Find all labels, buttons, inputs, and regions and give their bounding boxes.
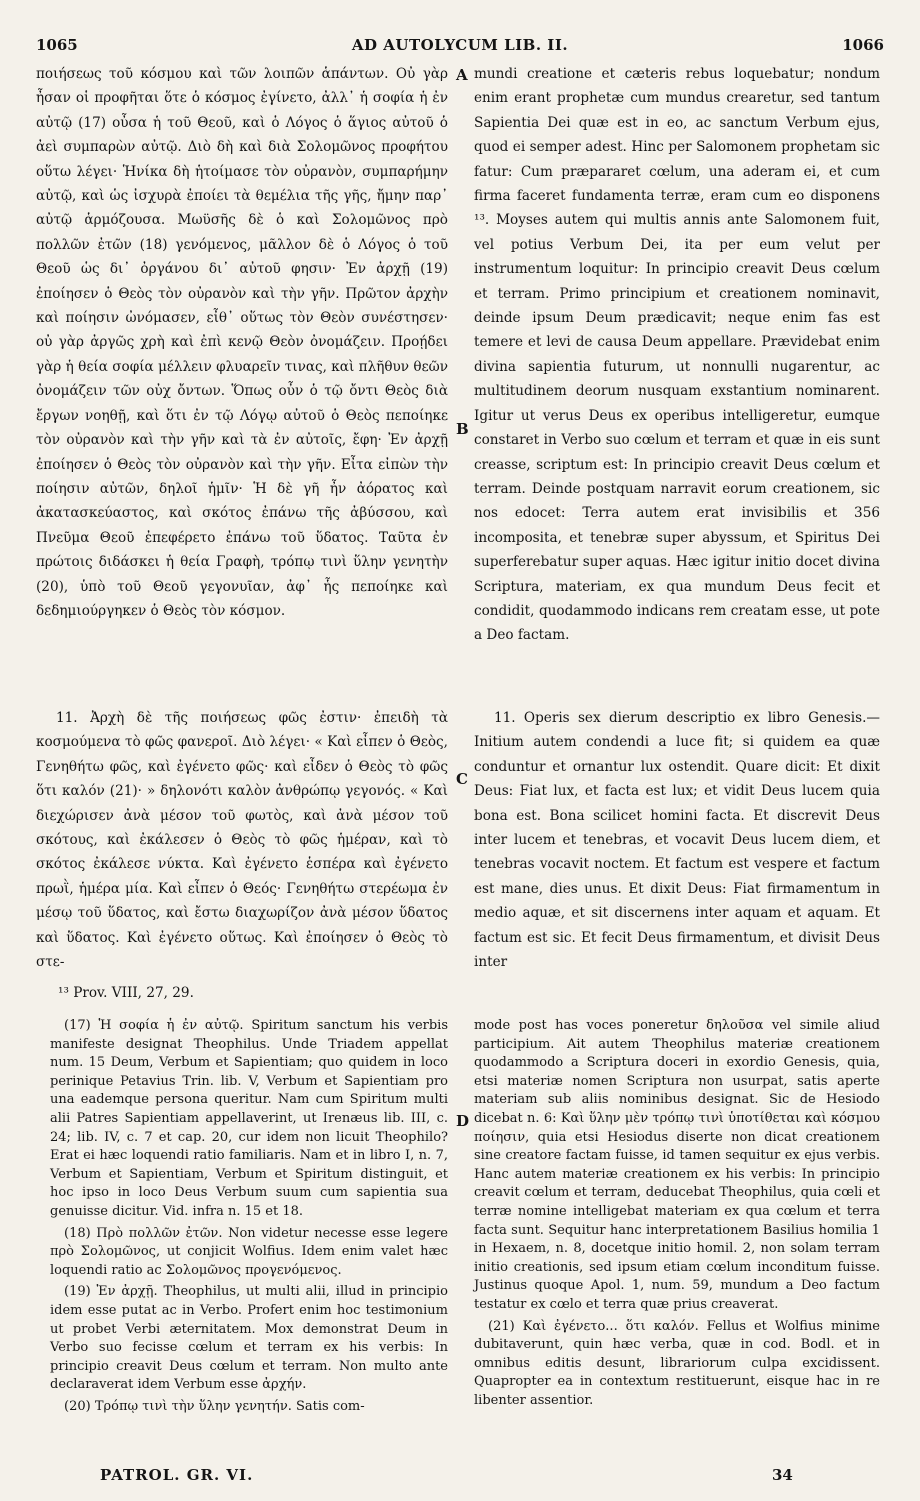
page-number-left: 1065 (36, 36, 78, 54)
latin-text-column-2 (474, 706, 880, 974)
latin-text-column-1 (474, 62, 880, 648)
greek-paragraph: ποιήσεως τοῦ κόσμου καὶ τῶν λοιπῶν ἁπάντων. Οὐ γὰρ ἦσαν οἱ προφῆται ὅτε ὁ κόσμος ἐγίνετο, ἀλλ᾽ ἡ σοφία ἡ ἐν αὐτῷ (17) οὖσα ἡ τοῦ Θεοῦ, καὶ ὁ Λόγος ὁ ἅγιος αὐτοῦ ὁ ἀεὶ συμπαρὼν αὐτῷ. Διὸ δὴ καὶ διὰ Σολομῶνος προφήτου οὕτω λέγει· Ἡνίκα δὴ ἡτοίμασε τὸν οὐρανὸν, συμπαρήμην αὐτῷ, καὶ ὡς ἰσχυρὰ ἐποίει τὰ θεμέλια τῆς γῆς, ἤμην παρ᾽ αὐτῷ ἁρμόζουσα. Μωϋσῆς δὲ ὁ καὶ Σολομῶνος πρὸ πολλῶν ἐτῶν (18) γενόμενος, μᾶλλον δὲ ὁ Λόγος ὁ τοῦ Θεοῦ ὡς δι᾽ ὀργάνου δι᾽ αὐτοῦ φησιν· Ἐν ἀρχῇ (19) ἐποίησεν ὁ Θεὸς τὸν οὐρανὸν καὶ τὴν γῆν. Πρῶτον ἀρχὴν καὶ ποίησιν ὠνόμασεν, εἶθ᾽ οὕτως τὸν Θεὸν συνέστησεν· οὐ γὰρ ἀργῶς χρὴ καὶ ἐπὶ κενῷ Θεὸν ὀνομάζειν. Προῄδει γὰρ ἡ θεία σοφία μέλλειν φλυαρεῖν τινας, καὶ πλῆθυν θεῶν ὀνομάζειν τῶν οὐχ ὄντων. Ὅπως οὖν ὁ τῷ ὄντι Θεὸς διὰ ἔργων νοηθῇ, καὶ ὅτι ἐν τῷ Λόγῳ αὐτοῦ ὁ Θεὸς πεποίηκε τὸν οὐρανὸν καὶ τὴν γῆν καὶ τὰ ἐν αὐτοῖς, ἔφη· Ἐν ἀρχῇ ἐποίησεν ὁ Θεὸς τὸν οὐρανὸν καὶ τὴν γῆν. Εἶτα εἰπὼν τὴν ποίησιν αὐτῶν, δηλοῖ ἡμῖν· Ἡ δὲ γῆ ἦν ἀόρατος καὶ ἀκατασκεύαστος, καὶ σκότος ἐπάνω τῆς ἀβύσσου, καὶ Πνεῦμα Θεοῦ ἐπεφέρετο ἐπάνω τοῦ ὕδατος. Ταῦτα ἐν πρώτοις διδάσκει ἡ θεία Γραφὴ, τρόπῳ τινὶ ὕλην γενητὴν (20), ὑπὸ τοῦ Θεοῦ γεγονυῖαν, ἀφ᾽ ἧς πεποίηκε καὶ δεδημιούργηκεν ὁ Θεὸς τὸν κόσμον. (36, 66, 448, 619)
footnote: (17) Ἡ σοφία ἡ ἐν αὐτῷ. Spiritum sanctum his verbis manifeste designat Theophilus. Unde Triadem appellat num. 15 Deum, Verbum et Sapientiam; quo quidem in loco perinique Petavius Trin. lib. V, Verbum et Sapientiam pro una eademque persona queritur. Nam cum Spiritum multi alii Patres Sapientiam appellaverint, ut Irenæus lib. III, c. 24; lib. IV, c. 7 et cap. 20, cur idem non licuit Theophilo? Erat ei hæc loquendi ratio familiaris. Nam et in libro I, n. 7, Verbum et Sapientiam, Verbum et Spiritum distinguit, et hoc ipso in loco Deus Verbum suum cum sapientia sua genuisse dicitur. Vid. infra n. 15 et 18. (50, 1018, 448, 1219)
latin-paragraph: 11. Operis sex dierum descriptio ex libro Genesis.— Initium autem condendi a luce fit; si quidem ea quæ conduntur et ornantur lux ostendit. Quare dicit: Et dixit Deus: Fiat lux, et facta est lux; et vidit Deus lucem quia bona est. Bona scilicet homini facta. Et discrevit Deus inter lucem et tenebras, et vocavit Deus lucem diem, et tenebras vocavit noctem. Et factum est vespere et factum est mane, dies unus. Et dixit Deus: Fiat firmamentum in medio aquæ, et sit discernens inter aquam et aquam. Et factum est sic. Et fecit Deus firmamentum, et divisit Deus inter (474, 710, 880, 971)
greek-paragraph: 11. Ἀρχὴ δὲ τῆς ποιήσεως φῶς ἐστιν· ἐπειδὴ τὰ κοσμούμενα τὸ φῶς φανεροῖ. Διὸ λέγει· « Καὶ εἶπεν ὁ Θεὸς, Γενηθήτω φῶς, καὶ ἐγένετο φῶς· καὶ εἶδεν ὁ Θεὸς τὸ φῶς ὅτι καλόν (21)· » δηλονότι καλὸν ἀνθρώπῳ γεγονός. « Καὶ διεχώρισεν ἀνὰ μέσον τοῦ φωτὸς, καὶ ἀνὰ μέσον τοῦ σκότους, καὶ ἐκάλεσεν ὁ Θεὸς τὸ φῶς ἡμέραν, καὶ τὸ σκότος ἐκάλεσε νύκτα. Καὶ ἐγένετο ἑσπέρα καὶ ἐγένετο πρωῒ, ἡμέρα μία. Καὶ εἶπεν ὁ Θεός· Γενηθήτω στερέωμα ἐν μέσῳ τοῦ ὕδατος, καὶ ἔστω διαχωρίζον ἀνὰ μέσον ὕδατος καὶ ὕδατος. Καὶ ἐγένετο οὕτως. Καὶ ἐποίησεν ὁ Θεὸς τὸ στε- (36, 710, 448, 971)
footnote: mode post has voces poneretur δηλοῦσα vel simile aliud participium. Ait autem Theophilus materiæ creationem quodammodo a Scriptura doceri in exordio Genesis, quia, etsi materiæ nomen Scriptura non usurpat, satis aperte materiam sub aliis nominibus designat. Sic de Hesiodo dicebat n. 6: Καὶ ὕλην μὲν τρόπῳ τινὶ ὑποτίθεται καὶ κόσμου ποίησιν, quia etsi Hesiodus diserte non dicat creationem sine creatore factam fuisse, id tamen sequitur ex ejus verbis. Hanc autem materiæ creationem ex his verbis: In principio creavit cœlum et terram, deducebat Theophilus, quia cœli et terræ nomine intelligebat materiam ex qua cœlum et terra facta sunt. Sequitur hanc interpretationem Basilius homilia 1 in Hexaem, n. 8, docetque initio homil. 2, non solam terram initio creationis, sed ipsum etiam cœlum inconditum fuisse. Justinus quoque Apol. 1, num. 59, mundum a Deo factum testatur ex cœlo et terra quæ prius creaverat. (474, 1018, 880, 1312)
margin-letter-d: D (456, 1112, 470, 1130)
footnote: (19) Ἐν ἀρχῇ. Theophilus, ut multi alii, illud in principio idem esse putat ac in Verbo. Profert enim hoc testimonium ut probet Verbi æternitatem. Mox demonstrat Deum in Verbo suo fecisse cœlum et terram ex his verbis: In principio creavit Deus cœlum et terram. Non multo ante declaraverat idem Verbum esse ἀρχήν. (50, 1284, 448, 1393)
footnote: (21) Καὶ ἐγένετο... ὅτι καλόν. Fellus et Wolfius minime dubitaverunt, quin hæc verba, quæ in cod. Bodl. et in omnibus editis desunt, librariorum culpa excidissent. Quapropter ea in contextum restituerunt, eisque hac in re libenter assentior. (474, 1318, 880, 1408)
greek-text-column-2 (36, 706, 448, 974)
greek-text-column-1 (36, 62, 448, 623)
margin-letter-c: C (456, 770, 468, 788)
signature-number: 34 (772, 1466, 793, 1484)
footnotes-left (50, 1017, 448, 1419)
scripture-citation: ¹³ Prov. VIII, 27, 29. (58, 985, 194, 1001)
latin-paragraph: mundi creatione et cæteris rebus loquebatur; nondum enim erant prophetæ cum mundus crearetur, sed tantum Sapientia Dei quæ est in eo, ac sanctum Verbum ejus, quod ei semper adest. Hinc per Salomonem prophetam sic fatur: Cum præpararet cœlum, una aderam ei, et cum firma faceret fundamenta terræ, eram cum eo disponens ¹³. Moyses autem qui multis annis ante Salomonem fuit, vel potius Verbum Dei, ita per eum velut per instrumentum loquitur: In principio creavit Deus cœlum et terram. Primo principium et creationem nominavit, deinde ipsum Deum prædicavit; neque enim fas est temere et levi de causa Deum appellare. Prævidebat enim divina sapientia futurum, ut nonnulli nugarentur, ac multitudinem deorum nusquam exstantium nominarent. Igitur ut verus Deus ex operibus intelligeretur, eumque constaret in Verbo suo cœlum et terram et quæ in eis sunt creasse, scriptum est: In principio creavit Deus cœlum et terram. Deinde postquam narravit eorum creationem, sic nos edocet: Terra autem erat invisibilis et 356 incomposita, et tenebræ super abyssum, et Spiritus Dei superferebatur super aquas. Hæc igitur initio docet divina Scriptura, materiam, ex qua mundum Deus fecit et condidit, quodammodo indicans rem creatam esse, ut pote a Deo factam. (474, 66, 880, 644)
footnote: (20) Τρόπῳ τινὶ τὴν ὕλην γενητήν. Satis com- (64, 1398, 365, 1414)
margin-letter-b: B (456, 420, 469, 438)
footnotes-right (474, 1017, 880, 1413)
page-number-right: 1066 (842, 36, 884, 54)
margin-letter-a: A (456, 66, 468, 84)
running-title: AD AUTOLYCUM LIB. II. (351, 36, 569, 54)
footnote: (18) Πρὸ πολλῶν ἐτῶν. Non videtur necesse esse legere πρὸ Σολομῶνος, ut conjicit Wolfius. Idem enim valet hæc loquendi ratio ac Σολομῶνος προγενόμενος. (50, 1225, 448, 1278)
footer-series: PATROL. GR. VI. (100, 1466, 254, 1484)
